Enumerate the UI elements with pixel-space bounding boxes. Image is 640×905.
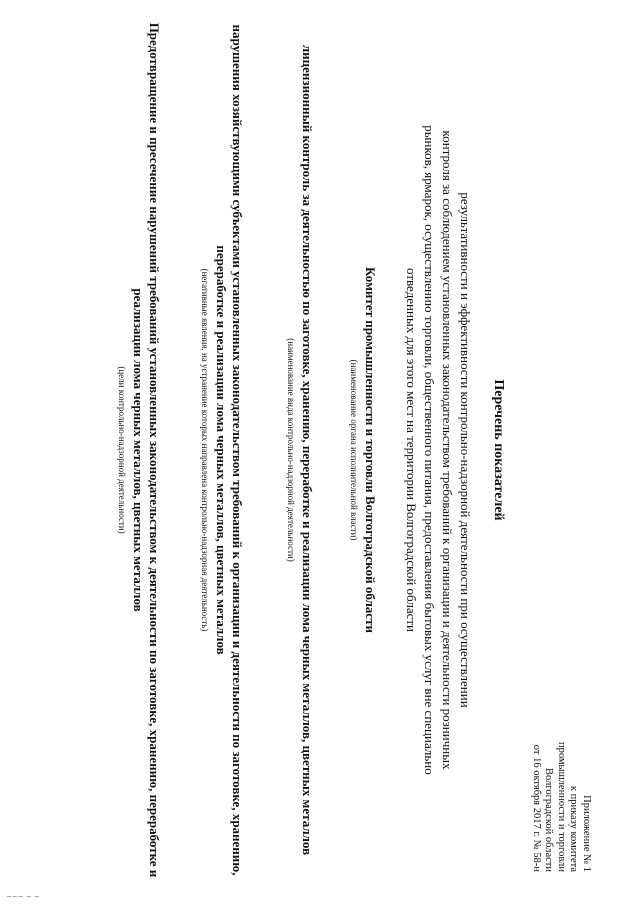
appendix-header — [530, 742, 593, 872]
appendix-line: Волгоградской области — [543, 767, 555, 872]
authority-block — [348, 20, 378, 880]
document-page — [20, 10, 620, 890]
authority-name: Комитет промышленности и торговли Волгоградской области — [363, 267, 378, 633]
document-title: Перечень показателей — [491, 379, 506, 521]
goals-block — [116, 20, 162, 880]
document-subtitle — [402, 32, 474, 868]
authority-note: (наименование органа исполнительной власти) — [349, 359, 359, 541]
control-type-note: (наименование вида контрольно-надзорной деятельности) — [286, 338, 296, 562]
appendix-line: к приказу комитета — [568, 785, 580, 872]
subtitle-line: контроля за соблюдением установленных законодательством требований к организации и деятельности розничных — [440, 130, 455, 770]
goals-text: Предотвращение и пресечение нарушений требований установленных законодательством к деятельности по заготовке, хранению, переработке и реализации лома черных металлов, цветных металлов — [131, 22, 162, 878]
negative-phenomena-note: (негативные явления, на устранение которых направлена контрольно-надзорная деятельность) — [200, 268, 210, 632]
subtitle-line: результативности и эффективности контрольно-надзорной деятельности при осуществлении — [458, 192, 473, 708]
appendix-line: промышленности и торговли — [556, 741, 567, 872]
appendix-line: от 16 октября 2017 г. № 58-н — [531, 744, 542, 872]
subtitle-line: рынков, ярмарок, осуществлению торговли, общественного питания, предоставления бытовых услуг вне специально — [422, 125, 437, 775]
appendix-line: Приложение № 1 — [581, 795, 592, 872]
goals-note: (цели контрольно-надзорной деятельности) — [117, 366, 127, 534]
negative-phenomena-text: нарушения хозяйствующими субъектами установленных законодательством требований к организации и деятельности по заготовке, хранению, переработке и реализации лома черных металлов, цветных металлов — [214, 24, 245, 876]
negative-phenomena-block — [199, 20, 245, 880]
subtitle-line: отведенных для этого мест на территории Волгоградской области — [404, 267, 419, 632]
control-type-name: лицензионный контроль за деятельностью по заготовке, хранению, переработке и реализации лома черных металлов, цветных металлов — [300, 44, 315, 856]
control-type-block — [285, 20, 315, 880]
scan-mark: ~~~ ~ ~ — [6, 893, 40, 901]
